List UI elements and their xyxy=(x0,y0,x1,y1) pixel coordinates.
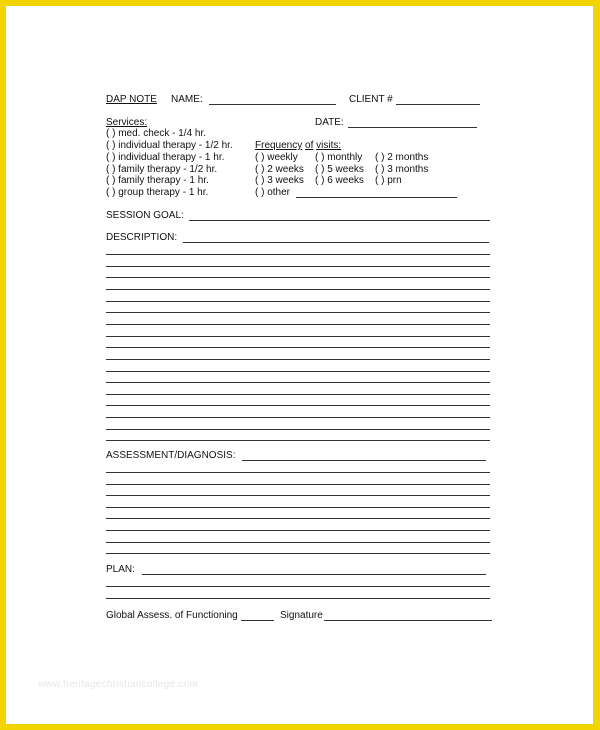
assessment-line[interactable] xyxy=(106,542,490,543)
service-option[interactable]: ( ) family therapy - 1 hr. xyxy=(106,175,209,186)
description-line[interactable] xyxy=(106,312,490,313)
assessment-line[interactable] xyxy=(106,530,490,531)
assessment-label: ASSESSMENT/DIAGNOSIS: xyxy=(106,450,236,461)
plan-label: PLAN: xyxy=(106,564,135,575)
description-line[interactable] xyxy=(106,371,490,372)
description-line[interactable] xyxy=(106,440,490,441)
service-option[interactable]: ( ) family therapy - 1/2 hr. xyxy=(106,164,218,175)
assessment-line[interactable] xyxy=(106,507,490,508)
frequency-option[interactable]: ( ) weekly xyxy=(255,152,298,163)
description-line[interactable] xyxy=(106,382,490,383)
client-number-field[interactable] xyxy=(396,104,480,105)
description-line[interactable] xyxy=(106,289,490,290)
document-page xyxy=(6,6,593,724)
frequency-option[interactable]: ( ) prn xyxy=(375,175,402,186)
description-label: DESCRIPTION: xyxy=(106,232,178,243)
frequency-option[interactable]: ( ) 2 months xyxy=(375,152,429,163)
assessment-line[interactable] xyxy=(106,472,490,473)
frequency-heading xyxy=(255,140,341,152)
description-line[interactable] xyxy=(106,266,490,267)
frequency-option[interactable]: ( ) 5 weeks xyxy=(315,164,364,175)
gaf-label: Global Assess. of Functioning xyxy=(106,610,238,621)
date-label: DATE: xyxy=(315,117,344,128)
description-line[interactable] xyxy=(106,429,490,430)
client-label: CLIENT # xyxy=(349,94,393,105)
watermark: www.heritagechristiancollege.com xyxy=(38,679,199,690)
plan-line[interactable] xyxy=(106,586,490,587)
session-goal-field[interactable] xyxy=(189,220,490,221)
service-option[interactable]: ( ) individual therapy - 1/2 hr. xyxy=(106,140,233,151)
gaf-field[interactable] xyxy=(241,620,274,621)
description-line[interactable] xyxy=(106,336,490,337)
assessment-line[interactable] xyxy=(106,553,490,554)
description-line[interactable] xyxy=(106,324,490,325)
frequency-option[interactable]: ( ) 3 weeks xyxy=(255,175,304,186)
frequency-other-field[interactable] xyxy=(296,197,457,198)
description-line[interactable] xyxy=(106,359,490,360)
plan-field[interactable] xyxy=(142,574,486,575)
assessment-line[interactable] xyxy=(106,495,490,496)
form-title: DAP NOTE xyxy=(106,94,157,105)
description-line[interactable] xyxy=(106,417,490,418)
service-option[interactable]: ( ) group therapy - 1 hr. xyxy=(106,187,209,198)
plan-line[interactable] xyxy=(106,598,490,599)
description-line[interactable] xyxy=(106,405,490,406)
date-field[interactable] xyxy=(348,127,477,128)
signature-label: Signature xyxy=(280,610,323,621)
frequency-option-other[interactable]: ( ) other xyxy=(255,187,291,198)
frequency-option[interactable]: ( ) 6 weeks xyxy=(315,175,364,186)
assessment-field[interactable] xyxy=(242,460,486,461)
description-line[interactable] xyxy=(106,277,490,278)
name-field[interactable] xyxy=(209,104,336,105)
frequency-option[interactable]: ( ) 2 weeks xyxy=(255,164,304,175)
description-line[interactable] xyxy=(106,347,490,348)
frequency-option[interactable]: ( ) monthly xyxy=(315,152,363,163)
frequency-heading-of: of xyxy=(305,140,314,151)
frequency-option[interactable]: ( ) 3 months xyxy=(375,164,429,175)
service-option[interactable]: ( ) individual therapy - 1 hr. xyxy=(106,152,225,163)
service-option[interactable]: ( ) med. check - 1/4 hr. xyxy=(106,128,207,139)
frequency-heading-word: Frequency xyxy=(255,140,303,151)
services-heading: Services: xyxy=(106,117,148,128)
assessment-line[interactable] xyxy=(106,484,490,485)
assessment-line[interactable] xyxy=(106,518,490,519)
description-line[interactable] xyxy=(106,394,490,395)
description-line[interactable] xyxy=(106,254,490,255)
session-goal-label: SESSION GOAL: xyxy=(106,210,184,221)
description-line[interactable] xyxy=(106,301,490,302)
signature-field[interactable] xyxy=(324,620,492,621)
description-field[interactable] xyxy=(183,242,489,243)
name-label: NAME: xyxy=(171,94,203,105)
frequency-heading-visits: visits: xyxy=(316,140,342,151)
